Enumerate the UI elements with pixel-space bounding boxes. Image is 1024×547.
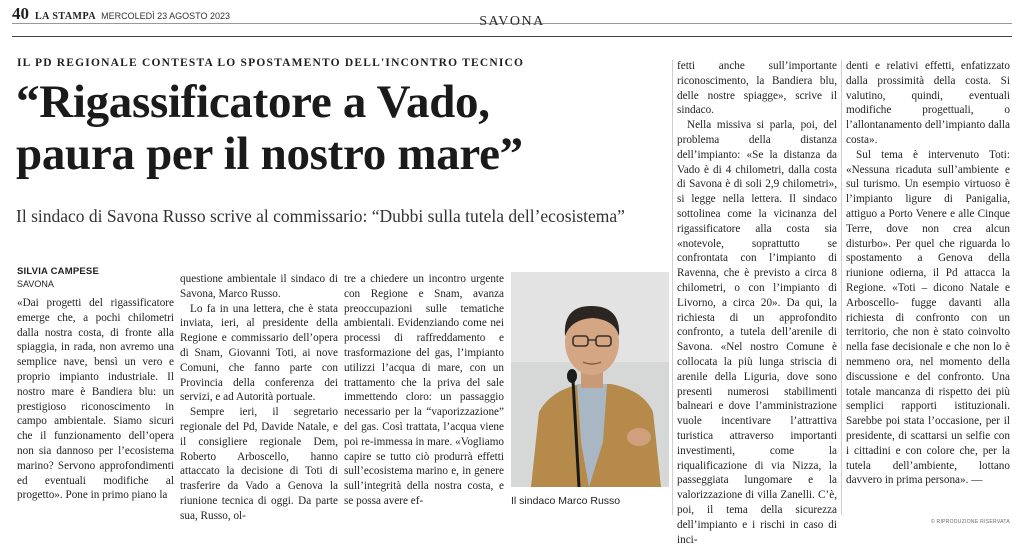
article-headline (16, 76, 676, 180)
headline-line-1: “Rigassificatore a Vado, (16, 76, 490, 128)
author-name: SILVIA CAMPESE (17, 266, 99, 277)
article-kicker: IL PD REGIONALE CONTESTA LO SPOSTAMENTO DELL'INCONTRO TECNICO (17, 57, 525, 69)
paragraph: questione ambientale il sindaco di Savona, Marco Russo. (180, 273, 338, 300)
mayor-photo (511, 272, 669, 487)
section-rule (12, 36, 1012, 37)
copyright-notice: © RIPRODUZIONE RISERVATA (930, 519, 1010, 525)
section-title: SAVONA (479, 14, 545, 29)
article-subhead: Il sindaco di Savona Russo scrive al commissario: “Dubbi sulla tutela dell’ecosistema” (16, 206, 625, 226)
headline-line-2: paura per il nostro mare” (16, 128, 523, 180)
portrait-illustration (511, 272, 669, 487)
author-location: SAVONA (17, 279, 54, 289)
body-column-1 (17, 296, 174, 503)
paragraph: Nella missiva si parla, poi, del problema della distanza dell’impianto: «Se la distanza da Vado è di 4 chilometri, dalla costa di Savona è di soli 2,9 chilometri», si legge nella lettera. Il sindaco sottolinea come la vicinanza del rigassificatore alla costa sia «notevole, soprattutto se confrontata con l’impianto di Ravenna, che è previsto a circa 8 chilometri, o con l’impianto di Livorno, a circa 20». Da qui, la richiesta di un approfondito confronto, a tutela dell’arenile di Savona. «Nel nostro Comune è collocata la più lunga striscia di arenile della Liguria, dove sono presenti numerosi stabilimenti balneari e dove l’amministrazione vuole incentivare l’attrattiva turistica attraverso importanti investimenti, come la riqualificazione di via Nizza, la passeggiata lungomare e la valorizzazione di villa Zanelli. C’è, poi, il tema della sicurezza dell’impianto e i rischi in caso di inci- (677, 119, 837, 546)
paragraph: denti e relativi effetti, enfatizzato dalla prossimità della costa. Si valutino, quindi, eventuali modifiche progettuali, o l’allontanamento dell’impianto dalla costa». (846, 60, 1010, 146)
paragraph: Lo fa in una lettera, che è stata inviata, ieri, al presidente della Regione e commissario dell’opera di Snam, Giovanni Toti, ai nove Comuni, che fanno parte con Provincia della conferenza dei servizi, e ad Autorità portuale. (180, 302, 338, 404)
paragraph: tre a chiedere un incontro urgente con Regione e Snam, avanza preoccupazioni sulle tematiche ambientali. Evidenziando come nei processi di raffreddamento e trasformazione del gas, l’impianto utilizzi l’acqua di mare, con un trattamento che la priva del sale immettendo cloro: un passaggio necessario per la “vaporizzazione” del gas. Così trattata, l’acqua viene poi re-immessa in mare. «Vogliamo capire se tutto ciò produrrà effetti sull’ecosistema marino e, in genere sull’integrità della nostra costa, e se possa avere ef- (344, 273, 504, 507)
paragraph: «Dai progetti del rigassificatore emerge che, a pochi chilometri dalla nostra costa, di fronte alla spiaggia, in rada, non avremo una semplice nave, bensì un vero e proprio impianto industriale. Il nostro mare è Bandiera blu: un prestigioso riconoscimento in campo ambientale. Siamo sicuri che il funzionamento dell’opera non sia dannoso per l’ecosistema marino? Servono approfondimenti ed eventuali modifiche al progetto». Pone in primo piano la (17, 297, 174, 502)
issue-date: MERCOLEDÌ 23 AGOSTO 2023 (101, 11, 230, 21)
paragraph: fetti anche sull’importante riconoscimento, la Bandiera blu, delle nostre spiagge», scrive il sindaco. (677, 60, 837, 117)
photo-caption: Il sindaco Marco Russo (511, 495, 621, 507)
body-column-3 (344, 272, 504, 509)
column-divider (841, 60, 842, 515)
column-divider (672, 60, 673, 515)
body-column-2 (180, 272, 338, 524)
paragraph: Sempre ieri, il segretario regionale del Pd, Davide Natale, e il consigliere regionale Dem, Roberto Arboscello, hanno attaccato la decisione di Toti di trasferire da Vado a Genova la riunione tecnica di oggi. Da parte sua, Russo, ol- (180, 406, 338, 522)
page-number: 40 (12, 4, 29, 23)
body-column-5 (846, 59, 1010, 488)
paragraph: Sul tema è intervenuto Toti: «Nessuna ricaduta sull’ambiente e sul turismo. Un esempio virtuoso è l’impianto ligure di Panigalia, attiguo a Porto Venere e alle Cinque Terre, dove non crea alcun disturbo». Per quel che riguarda lo spostamento a Genova della riunione odierna, il Pd attacca la Regione. «Toti – dicono Natale e Arboscello- fugge davanti alla richiesta di confronto con un territorio, che non è stato coinvolto nella fase decisionale e che non lo è nemmeno ora, nel momento della discussione e del confronto. Una totale mancanza di rispetto dei più semplici rapporti istituzionali. Sarebbe poi stata l’occasione, per il presidente, di scattarsi un selfie con i cittadini e con colore che, per la tutela dell’ambiente, lottano davvero in prima persona». — (846, 148, 1010, 487)
body-column-4 (677, 59, 837, 547)
publication-name: LA STAMPA (35, 11, 97, 22)
